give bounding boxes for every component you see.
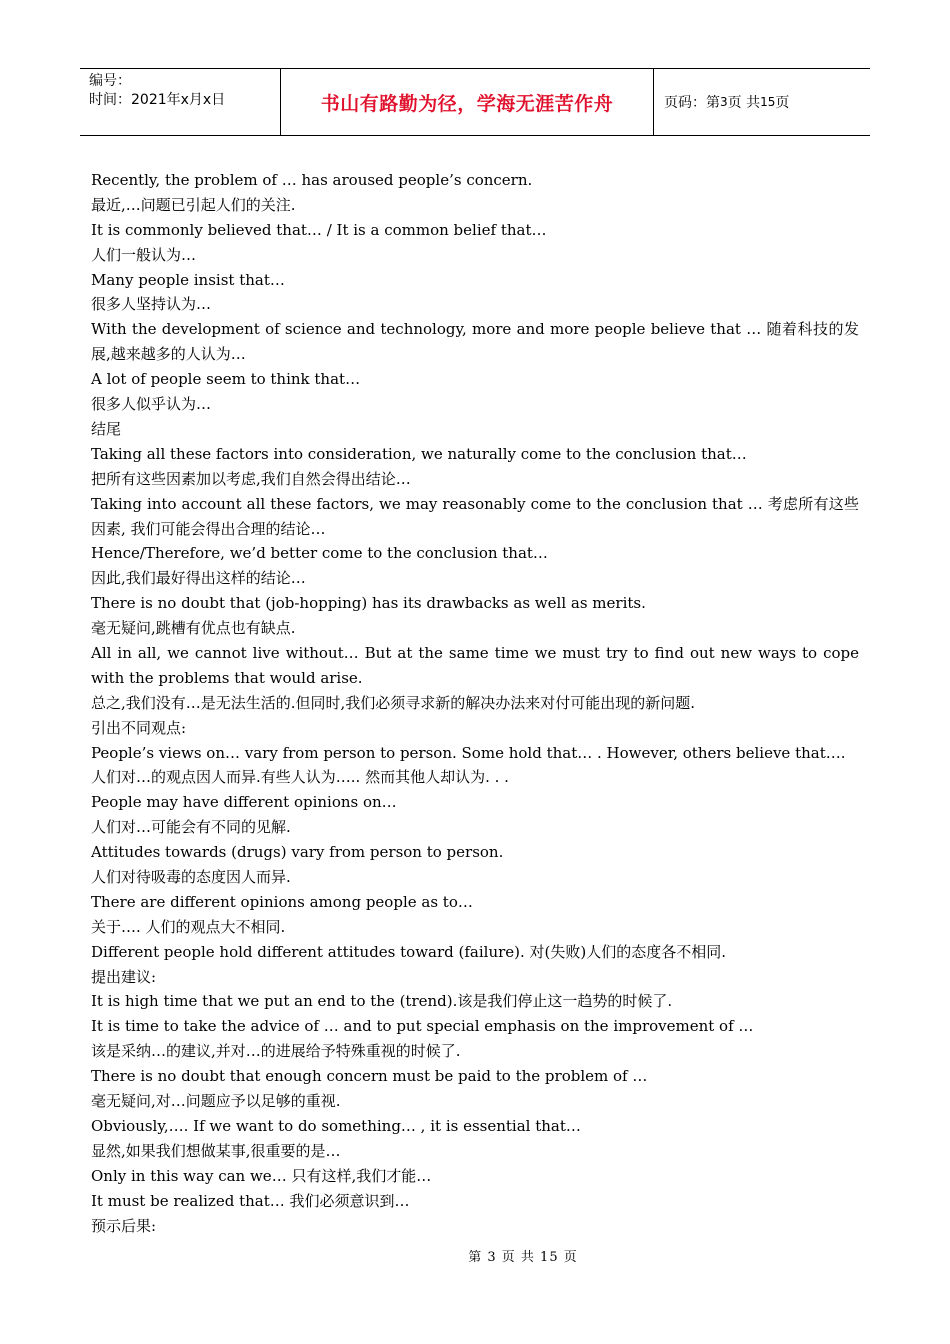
text-line: 很多人似乎认为… [91, 395, 212, 414]
text-line: It must be realized that… 我们必须意识到… [91, 1191, 410, 1210]
text-line: 人们对…的观点因人而异.有些人认为….. 然而其他人却认为. . . [91, 768, 509, 787]
text-line: It is time to take the advice of … and to put special emphasis on the improvement of … [91, 1017, 754, 1036]
text-line: Hence/Therefore, we’d better come to the conclusion that… [91, 544, 548, 563]
text-line: It is high time that we put an end to the (trend).该是我们停止这一趋势的时候了. [91, 992, 673, 1011]
document-body [91, 168, 859, 1238]
text-line: 该是采纳…的建议,并对…的进展给予特殊重视的时候了. [91, 1042, 461, 1061]
text-line: 显然,如果我们想做某事,很重要的是… [91, 1141, 341, 1160]
text-line: There is no doubt that enough concern must be paid to the problem of … [91, 1067, 648, 1086]
text-line: 总之,我们没有…是无法生活的.但同时,我们必须寻求新的解决办法来对付可能出现的新问题. [91, 693, 696, 712]
text-line: 最近,…问题已引起人们的关注. [91, 195, 296, 214]
text-line: 人们对…可能会有不同的见解. [91, 818, 291, 837]
text-line: It is commonly believed that… / It is a common belief that… [91, 220, 547, 239]
text-line: Attitudes towards (drugs) vary from person to person. [91, 843, 504, 862]
text-line: 人们一般认为… [91, 245, 197, 264]
page-current-number: 3 [720, 95, 728, 109]
text-line: 因此,我们最好得出这样的结论… [91, 569, 306, 588]
text-line: All in all, we cannot live without… But at the same time we must try to find out new ways to cope with the problems that would arise. [91, 643, 859, 687]
page-header [80, 68, 870, 136]
text-line: 结尾 [91, 419, 122, 438]
text-line: Recently, the problem of … has aroused people’s concern. [91, 171, 533, 189]
page-footer: 第 3 页 共 15 页 [468, 1250, 578, 1265]
text-line: 人们对待吸毒的态度因人而异. [91, 868, 291, 887]
page-prefix: 页码：第 [664, 95, 720, 111]
page-total-number: 15 [760, 95, 776, 109]
text-line: 毫无疑问,对…问题应予以足够的重视. [91, 1092, 341, 1111]
header-info-cell [80, 69, 281, 135]
text-line: There are different opinions among people as to… [91, 892, 473, 911]
header-motto-cell [281, 69, 654, 135]
text-line: People’s views on… vary from person to person. Some hold that… . However, others believe that…. [91, 743, 846, 762]
text-line: 把所有这些因素加以考虑,我们自然会得出结论… [91, 469, 411, 488]
page-suffix: 页 [775, 95, 790, 111]
text-line: With the development of science and technology, more and more people believe that … 随着科技的发展,越来越多的人认为… [91, 320, 859, 364]
text-line: 关于…. 人们的观点大不相同. [91, 917, 286, 936]
header-motto: 书山有路勤为径，学海无涯苦作舟 [320, 92, 614, 115]
document-time-label: 时间：2021年x月x日 [89, 92, 226, 108]
text-line: 预示后果: [91, 1216, 157, 1235]
text-line: 很多人坚持认为… [91, 295, 212, 314]
header-page-cell [654, 69, 870, 135]
text-line: Many people insist that… [91, 270, 285, 289]
text-line: A lot of people seem to think that… [91, 370, 361, 389]
document-number-label: 编号： [89, 73, 131, 89]
text-line: Only in this way can we… 只有这样,我们才能… [91, 1166, 432, 1185]
text-line: Taking into account all these factors, we may reasonably come to the conclusion that … 考虑所有这些因素, 我们可能会得出合理的结论… [91, 494, 859, 538]
text-line: People may have different opinions on… [91, 793, 397, 812]
text-line: Different people hold different attitudes toward (failure). 对(失败)人们的态度各不相同. [91, 942, 727, 961]
page-mid: 页 共 [727, 95, 761, 111]
text-line: 提出建议: [91, 967, 157, 986]
text-line: 引出不同观点: [91, 718, 187, 737]
text-line: Obviously,…. If we want to do something… , it is essential that… [91, 1116, 581, 1135]
text-line: Taking all these factors into consideration, we naturally come to the conclusion that… [91, 444, 747, 463]
text-line: 毫无疑问,跳槽有优点也有缺点. [91, 619, 296, 638]
text-line: There is no doubt that (job-hopping) has its drawbacks as well as merits. [91, 594, 646, 613]
